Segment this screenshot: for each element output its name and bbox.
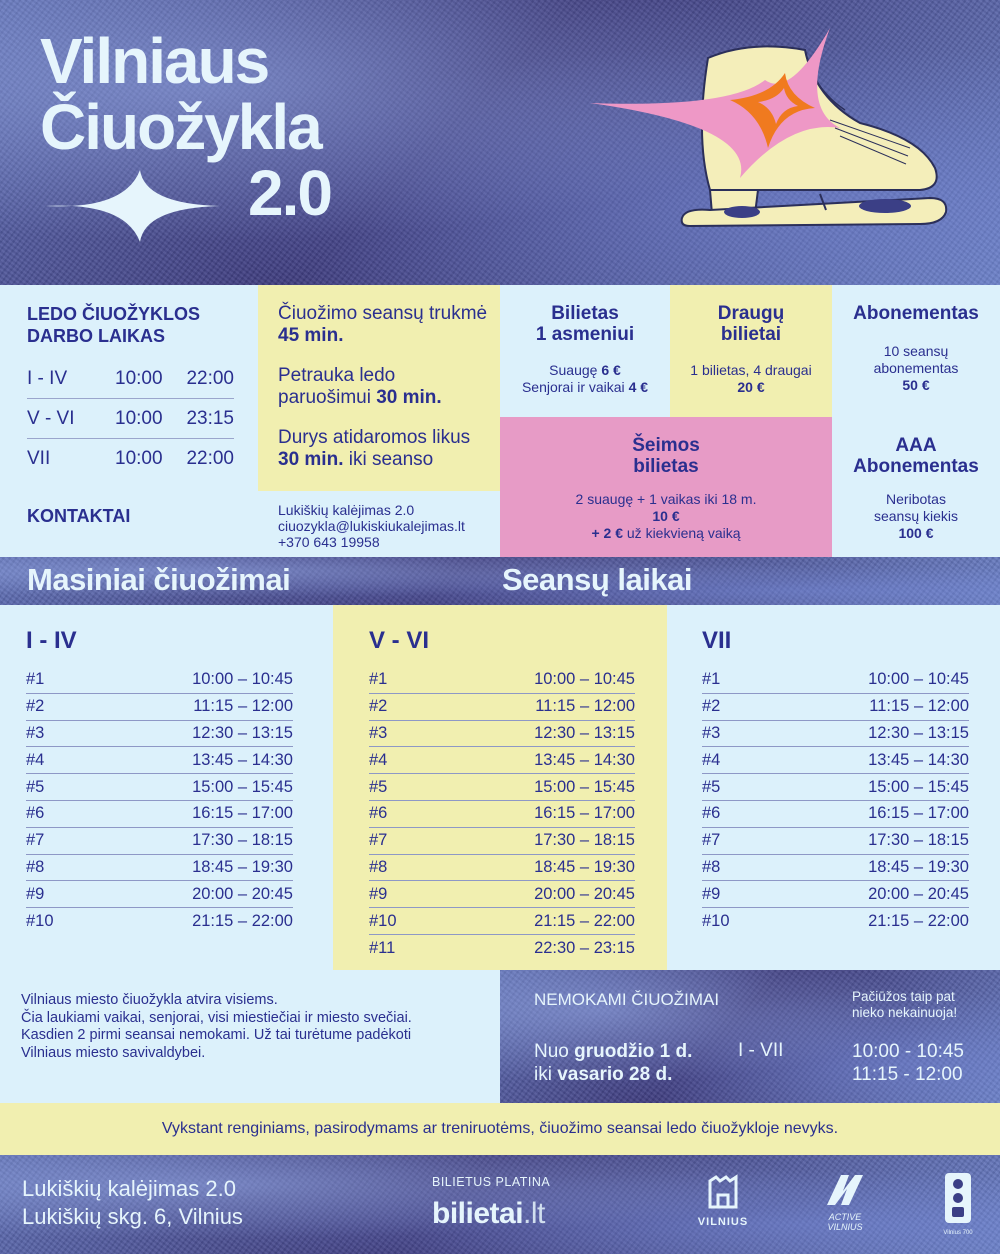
session-row [369, 881, 635, 908]
hours-row: VII 10:00 22:00 [27, 448, 234, 469]
session-row [369, 721, 635, 748]
hours-row: I - IV 10:00 22:00 [27, 359, 234, 399]
schedule-heading: VII [702, 627, 732, 654]
about-panel: Vilniaus miesto čiuožykla atvira visiems. Čia laukiami vaikai, senjorai, visi miestiečiai ir miesto svečiai. Kasdien 2 pirmi seansai nemokami. Už tai turėtume padėkoti Vilniaus miesto savivaldybei. [0, 970, 500, 1103]
session-row [26, 828, 293, 855]
session-row [702, 694, 969, 721]
ticket-family-panel [500, 417, 832, 557]
session-number: #10 [369, 911, 397, 930]
bilietai-logo[interactable]: bilietai.lt [432, 1197, 545, 1230]
ticket-family-prices: 2 suaugę + 1 vaikas iki 18 m. 10 € + 2 € už kiekvieną vaiką [575, 491, 757, 541]
session-time: 15:00 – 15:45 [534, 777, 635, 796]
schedule-column-mon-thu [0, 605, 333, 970]
session-row [26, 801, 293, 828]
session-number: #1 [702, 670, 721, 689]
session-row [702, 747, 969, 774]
session-time: 11:15 – 12:00 [535, 697, 635, 716]
session-time: 16:15 – 17:00 [534, 804, 635, 823]
contact-phone-link[interactable]: +370 643 19958 [278, 534, 380, 550]
contact-venue: Lukiškių kalėjimas 2.0 [278, 502, 415, 518]
free-skating-period: Nuo gruodžio 1 d. iki vasario 28 d. [534, 1041, 693, 1085]
session-time: 21:15 – 22:00 [192, 912, 293, 931]
session-number: #3 [369, 723, 388, 742]
session-row [702, 801, 969, 828]
ticket-friends-prices: 1 bilietas, 4 draugai 20 € [690, 362, 812, 395]
ticket-aaa-prices: Neribotas seansų kiekis 100 € [873, 491, 959, 541]
session-time: 17:30 – 18:15 [534, 831, 635, 850]
session-number: #1 [369, 670, 388, 689]
session-number: #6 [26, 804, 45, 823]
session-time: 20:00 – 20:45 [534, 884, 635, 903]
session-time: 13:45 – 14:30 [868, 750, 969, 769]
session-number: #7 [702, 831, 721, 850]
opening-hours-panel [0, 285, 258, 557]
session-number: #2 [369, 697, 388, 716]
session-row [26, 747, 293, 774]
free-skating-panel [500, 970, 1000, 1103]
ticket-friends-title: Draugų bilietai [717, 303, 785, 345]
session-list [369, 667, 635, 962]
active-vilnius-logo: ACTIVE VILNIUS [810, 1173, 880, 1232]
session-row [369, 801, 635, 828]
session-row [369, 828, 635, 855]
footer [0, 1155, 1000, 1254]
session-time: 16:15 – 17:00 [868, 804, 969, 823]
session-number: #7 [26, 831, 45, 850]
session-number: #6 [369, 804, 388, 823]
session-row [26, 908, 293, 935]
session-time: 20:00 – 20:45 [868, 884, 969, 903]
session-row [702, 828, 969, 855]
contacts-label: KONTAKTAI [27, 506, 131, 526]
section-band [0, 557, 1000, 605]
session-row [702, 908, 969, 935]
free-skating-days: I - VII [738, 1040, 784, 1061]
ticket-single-panel [500, 285, 670, 417]
session-row [26, 855, 293, 882]
free-skates-note: Pačiūžos taip pat nieko nekainuoja! [852, 989, 958, 1020]
session-number: #2 [26, 697, 45, 716]
session-time: 11:15 – 12:00 [869, 697, 969, 716]
session-row [702, 667, 969, 694]
vilnius-700-mark-icon [943, 1171, 973, 1225]
hours-row: V - VI 10:00 23:15 [27, 399, 234, 439]
session-time: 10:00 – 10:45 [868, 670, 969, 689]
ticket-aaa-panel [832, 417, 1000, 557]
session-duration-text: Čiuožimo seansų trukmė 45 min. [278, 303, 488, 346]
session-number: #9 [26, 884, 45, 903]
ticket-pass-panel [832, 285, 1000, 417]
session-number: #2 [702, 697, 721, 716]
session-number: #11 [369, 938, 396, 957]
ticket-pass-title: Abonementas [853, 303, 979, 324]
session-row [369, 935, 635, 962]
contacts-panel [258, 491, 500, 557]
session-number: #8 [702, 857, 721, 876]
sparkle-star-icon [45, 170, 220, 242]
session-number: #9 [702, 884, 721, 903]
session-number: #1 [26, 670, 45, 689]
session-row [369, 908, 635, 935]
session-number: #9 [369, 884, 388, 903]
ticket-aaa-title: AAA Abonementas [853, 435, 979, 477]
notice-bar [0, 1103, 1000, 1155]
session-number: #3 [702, 723, 721, 742]
session-time: 18:45 – 19:30 [192, 857, 293, 876]
session-number: #4 [702, 750, 721, 769]
session-row [26, 694, 293, 721]
session-time: 13:45 – 14:30 [534, 750, 635, 769]
session-number: #4 [26, 750, 45, 769]
session-time: 20:00 – 20:45 [192, 884, 293, 903]
session-time: 15:00 – 15:45 [868, 777, 969, 796]
schedule-column-fri-sat [333, 605, 667, 970]
schedule-heading: V - VI [369, 627, 430, 654]
session-number: #3 [26, 723, 45, 742]
session-number: #10 [26, 912, 54, 931]
session-row [369, 747, 635, 774]
session-time: 18:45 – 19:30 [534, 857, 635, 876]
ice-break-text: Petrauka ledo paruošimui 30 min. [278, 365, 442, 408]
footer-address: Lukiškių kalėjimas 2.0 Lukiškių skg. 6, Vilnius [22, 1176, 243, 1229]
session-row [702, 721, 969, 748]
schedule-heading: I - IV [26, 627, 77, 654]
session-time: 17:30 – 18:15 [192, 831, 293, 850]
session-time: 13:45 – 14:30 [192, 750, 293, 769]
session-time: 11:15 – 12:00 [193, 697, 293, 716]
ticket-pass-prices: 10 seansų abonementas 50 € [873, 343, 959, 393]
session-list [702, 667, 969, 935]
castle-tower-icon [706, 1173, 740, 1211]
schedule-column-sun [667, 605, 1000, 970]
session-time: 17:30 – 18:15 [868, 831, 969, 850]
section-title-public-skating: Masiniai čiuožimai [27, 562, 291, 597]
session-list [26, 667, 293, 935]
ticket-single-prices: Suaugę 6 € Senjorai ir vaikai 4 € [521, 362, 649, 395]
session-row [369, 774, 635, 801]
session-time: 12:30 – 13:15 [868, 723, 969, 742]
session-time: 15:00 – 15:45 [192, 777, 293, 796]
session-time: 10:00 – 10:45 [534, 670, 635, 689]
session-row [702, 881, 969, 908]
session-row [369, 667, 635, 694]
ticket-vendor-label: BILIETUS PLATINA [432, 1175, 551, 1189]
session-row [26, 721, 293, 748]
session-row [369, 694, 635, 721]
contact-email-link[interactable]: ciuozykla@lukiskiukalejimas.lt [278, 518, 465, 534]
opening-hours-label: LEDO ČIUOŽYKLOS DARBO LAIKAS [27, 304, 201, 346]
free-skating-times: 10:00 - 10:45 11:15 - 12:00 [852, 1041, 964, 1085]
header [0, 0, 1000, 285]
session-number: #7 [369, 831, 388, 850]
session-number: #5 [26, 777, 45, 796]
opening-hours-table [27, 359, 234, 479]
session-row [702, 855, 969, 882]
session-number: #6 [702, 804, 721, 823]
session-time: 18:45 – 19:30 [868, 857, 969, 876]
session-row [702, 774, 969, 801]
session-time: 22:30 – 23:15 [534, 938, 635, 957]
session-time: 12:30 – 13:15 [534, 723, 635, 742]
session-time: 21:15 – 22:00 [534, 911, 635, 930]
session-number: #5 [702, 777, 721, 796]
vilnius-700-logo: Vilnius 700 [938, 1171, 978, 1236]
doors-open-text: Durys atidaromos likus 30 min. iki seanso [278, 427, 471, 470]
session-time: 10:00 – 10:45 [192, 670, 293, 689]
session-row [26, 774, 293, 801]
free-skating-title: NEMOKAMI ČIUOŽIMAI [534, 990, 720, 1009]
session-row [26, 881, 293, 908]
notice-text: Vykstant renginiams, pasirodymams ar treniruotėms, čiuožimo seansai ledo čiuožykloje nevyks. [161, 1120, 839, 1137]
session-number: #4 [369, 750, 388, 769]
section-title-session-times: Seansų laikai [502, 562, 692, 597]
session-row [369, 855, 635, 882]
session-row [26, 667, 293, 694]
session-number: #10 [702, 912, 730, 931]
session-number: #5 [369, 777, 388, 796]
session-info-panel [258, 285, 500, 491]
session-number: #8 [26, 857, 45, 876]
ticket-single-title: Bilietas 1 asmeniui [535, 303, 635, 345]
active-vilnius-mark-icon [825, 1173, 865, 1207]
ticket-family-title: Šeimos bilietas [632, 435, 700, 477]
session-time: 12:30 – 13:15 [192, 723, 293, 742]
page-title: Vilniaus Čiuožykla 2.0 [40, 25, 331, 229]
ice-skate-icon [590, 28, 970, 243]
vilnius-logo: VILNIUS [690, 1173, 756, 1228]
session-time: 16:15 – 17:00 [192, 804, 293, 823]
session-number: #8 [369, 857, 388, 876]
ticket-friends-panel [670, 285, 832, 417]
session-time: 21:15 – 22:00 [868, 912, 969, 931]
